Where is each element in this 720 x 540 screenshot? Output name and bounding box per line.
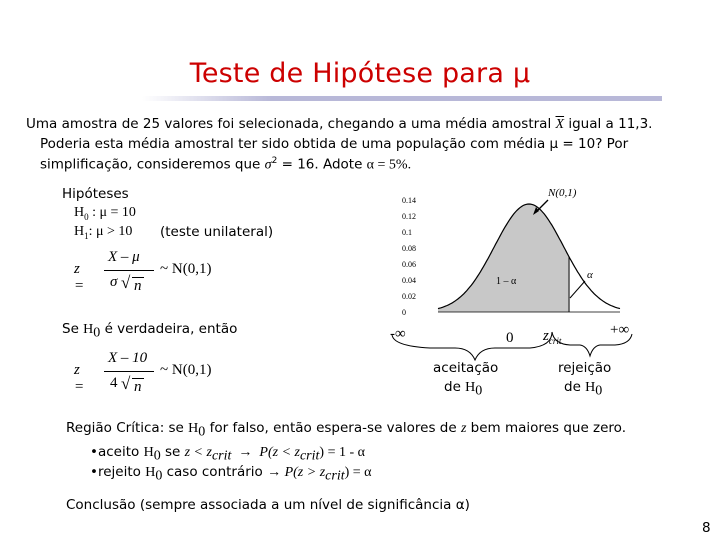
formula2-z: z = [74,362,85,395]
hypothesis-h0 [74,205,136,222]
bullet-reject-pre: •rejeito [90,464,146,480]
y-axis-ticks [402,196,416,317]
bullet-accept-mid: se [160,444,185,460]
y-tick-label: 0.1 [402,228,412,237]
bullet-accept-prob-end: ) = 1 - α [319,445,365,460]
rejection-bracket [552,332,632,356]
rejection-label-line1: rejeição [558,360,612,376]
intro-line-1-text: Uma amostra de 25 valores foi selecionada, chegando a uma média amostral [26,116,556,132]
formula1-den-sigma: σ [110,274,118,290]
h0-subscript: 0 [84,211,89,222]
h1-note: (teste unilateral) [160,224,274,240]
page-number: 8 [702,520,711,536]
intro-line-3-mid: = 16. Adote [277,156,367,173]
reject-h: H [585,380,596,395]
normal-curve-chart [380,180,640,330]
accept-pre: de [444,379,466,395]
curve-label: N(0,1) [548,187,577,199]
formula1-z: z = [74,261,85,294]
critical-start: Região Crítica: se [66,420,189,436]
condition-text [62,321,237,342]
zero-label: 0 [506,330,514,346]
y-tick-label: 0.08 [402,244,416,253]
accept-h: H [465,380,476,395]
bullet-accept-pre: •aceito [90,444,144,460]
sqrt-icon: √ [121,273,131,292]
acceptance-label-line1: aceitação [433,360,499,376]
hypothesis-h1 [74,224,132,241]
bullet-reject-prob: P(z > z [284,465,326,480]
bullet-reject-sub: 0 [155,468,163,484]
rejection-label-line2 [564,379,602,400]
implies-arrow-icon: → [231,445,260,460]
critical-end: for falso, então espera-se valores de [205,420,461,436]
reject-pre: de [564,379,586,395]
z-crit-letter: z [543,328,549,344]
formula2-numerator: X – 10 [108,350,148,366]
y-tick-label: 0 [402,308,406,317]
formula1-numerator: X – μ [108,249,140,265]
formula2-distribution: ~ N(0,1) [160,362,212,378]
implies-arrow-icon: → [267,465,285,480]
h1-letter: H [74,224,85,239]
critical-h: H [188,421,199,436]
bullet-accept-prob-sub: crit [299,448,320,464]
y-tick-label: 0.06 [402,260,416,269]
intro-line-1 [26,116,652,133]
bullet-accept-cond-sub: crit [211,448,232,464]
y-tick-label: 0.14 [402,196,416,205]
intro-line-2: Poderia esta média amostral ter sido obtida de uma população com média μ = 10? Por [40,136,629,152]
bullet-reject [90,464,372,485]
condition-start: Se [62,321,84,337]
slide-title: Teste de Hipótese para μ [189,58,531,89]
y-tick-label: 0.04 [402,276,416,285]
y-tick-label: 0.02 [402,292,416,301]
bullet-accept-sub: 0 [153,448,161,464]
bullet-reject-h: H [145,465,156,480]
h0-letter: H [74,205,85,220]
h1-relation: : μ > 10 [88,224,133,239]
bullet-accept-prob: P(z < z [259,445,300,460]
title-underline [142,96,662,101]
formula1-distribution: ~ N(0,1) [160,261,212,277]
formula1-den-n: n [134,278,142,294]
bullet-accept-h: H [143,445,154,460]
intro-line-1-end: igual a 11,3. [564,116,653,132]
sigma-symbol: σ [264,157,272,173]
intro-line-3 [40,156,411,174]
pos-infinity-label: +∞ [610,322,630,338]
h0-relation: : μ = 10 [88,205,136,220]
conclusion-text: Conclusão (sempre associada a um nível de significância α) [66,497,470,513]
alpha-pointer-line [570,281,585,298]
alpha-value: α = 5%. [366,157,412,173]
acceptance-bracket [392,332,552,360]
h1-subscript: 1 [84,230,89,241]
accept-sub: 0 [475,383,483,399]
hypotheses-heading: Hipóteses [62,186,129,202]
critical-region-text [66,420,626,441]
critical-tail: bem maiores que zero. [466,420,626,436]
acceptance-label-line2 [444,379,482,400]
xbar-symbol: $\overline{X}$ [555,117,565,132]
condition-end: é verdadeira, então [100,321,238,337]
intro-line-3-text: simplificação, consideremos que [40,156,265,173]
formula2-den-sigma: 4 [110,375,118,391]
bullet-accept-cond: z < z [184,445,212,460]
bullet-accept [90,444,365,465]
reject-sub: 0 [595,383,603,399]
formula2-fraction-bar [104,371,154,372]
condition-h: H [83,322,94,337]
formula1-fraction-bar [104,270,154,271]
sqrt-icon: √ [121,374,131,393]
acceptance-prob-label: 1 – α [496,276,517,287]
critical-z: z [460,421,467,436]
critical-sub: 0 [198,424,206,440]
z-crit-subscript: crit [548,336,562,346]
alpha-label: α [587,269,593,281]
bullet-reject-mid: caso contrário [162,464,268,480]
y-tick-label: 0.12 [402,212,416,221]
bullet-reject-prob-end: ) = α [344,465,372,480]
sigma-exponent: 2 [271,156,278,166]
condition-sub: 0 [93,325,101,341]
formula2-den-n: n [134,379,142,395]
bullet-reject-prob-sub: crit [325,468,345,484]
neg-infinity-label: -∞ [390,326,406,342]
